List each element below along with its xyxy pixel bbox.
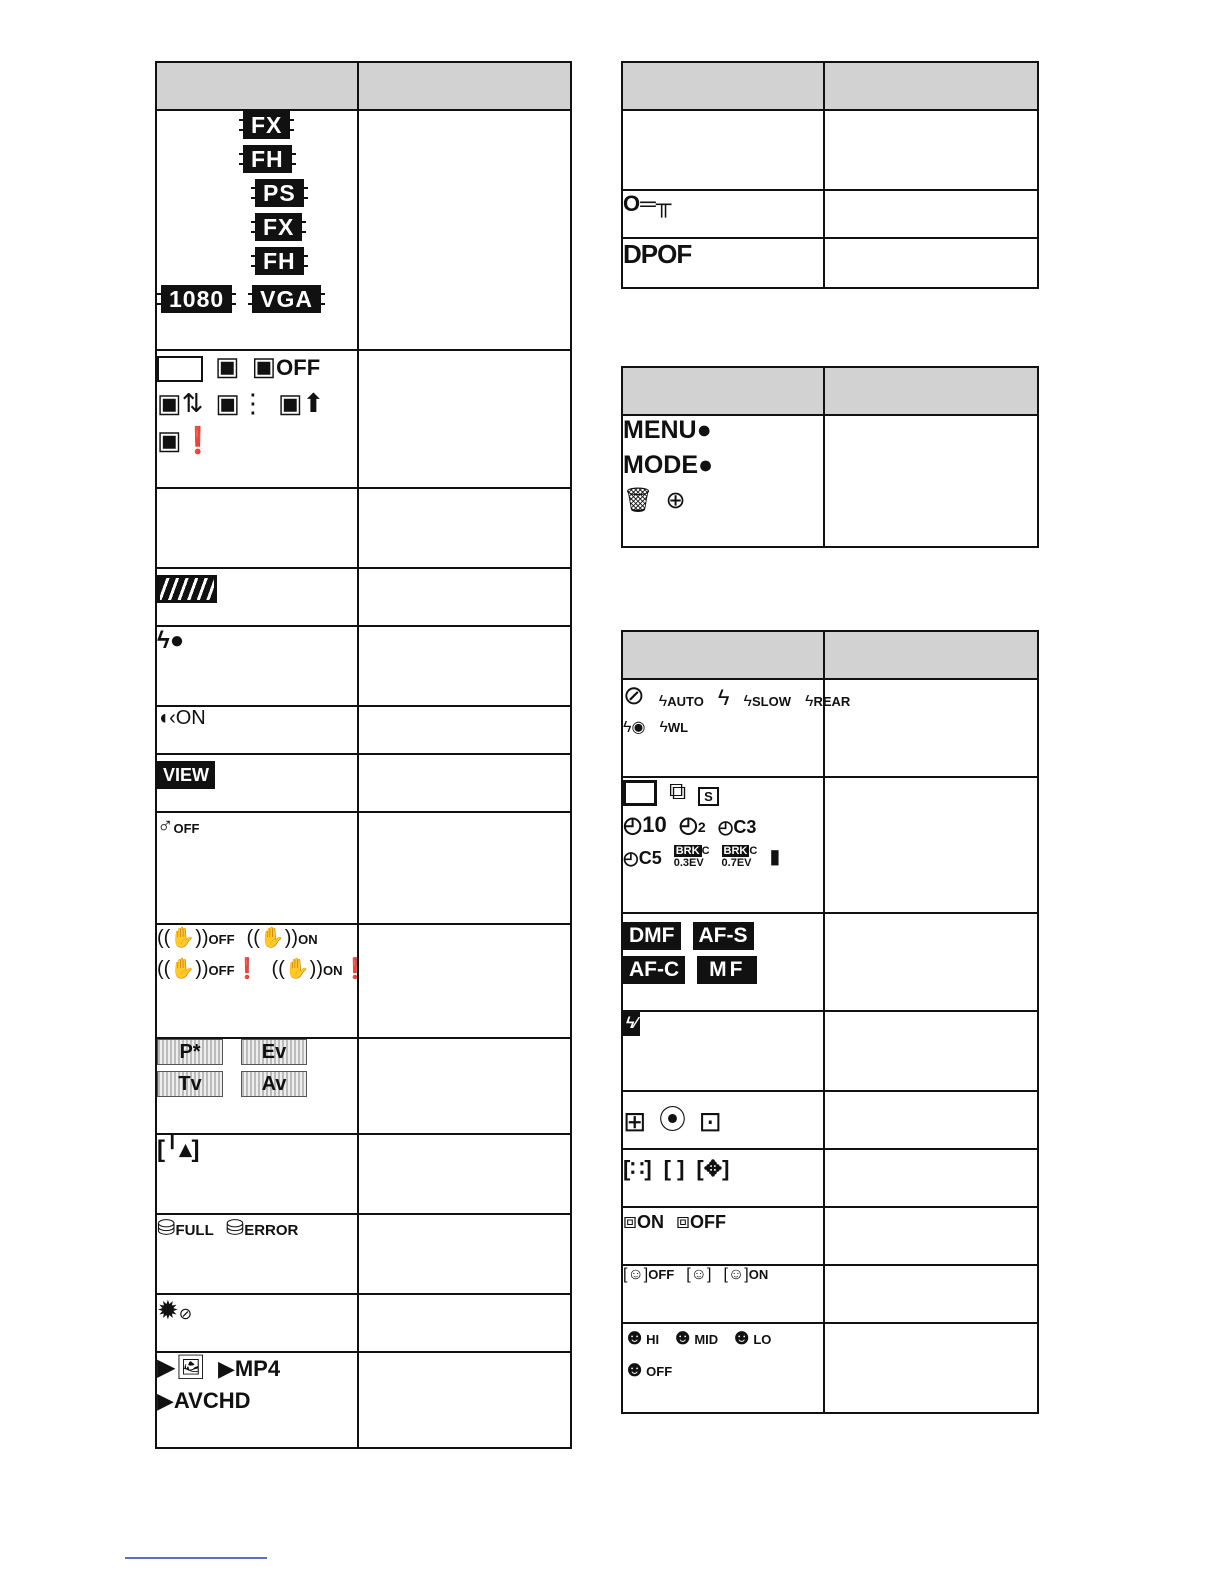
icon-cell [622, 1091, 824, 1149]
header-cell [622, 631, 824, 679]
database-error-icon: ⛁ERROR [225, 1215, 299, 1240]
view-icon: VIEW [157, 761, 215, 789]
description-cell [358, 626, 571, 706]
icon-cell [622, 1011, 824, 1091]
flash-fill-icon: ϟ [717, 685, 730, 710]
flash-rear-icon: ϟREAR [805, 693, 851, 710]
program-shift-dial-icon: P* [157, 1039, 223, 1065]
description-cell [824, 1149, 1038, 1207]
aperture-dial-icon: Av [241, 1071, 307, 1097]
view-mode-still-icon: ▶🖼 [157, 1354, 206, 1381]
movie-fx-icon: FX [239, 111, 294, 139]
battery-icon [157, 575, 217, 603]
icon-cell [622, 1323, 824, 1413]
movie-vga-icon: VGA [248, 285, 325, 313]
description-cell [824, 110, 1038, 190]
movie-fh-icon: FH [251, 247, 308, 275]
description-cell [824, 190, 1038, 238]
description-cell [824, 1091, 1038, 1149]
metering-center-icon: ⦿ [658, 1104, 687, 1135]
table-row [622, 190, 1038, 238]
description-cell [358, 350, 571, 488]
icon-cell [156, 1352, 358, 1448]
description-cell [358, 568, 571, 626]
description-cell [358, 1294, 571, 1352]
description-cell [358, 1214, 571, 1294]
flash-redeye-icon: ϟ◉ [623, 719, 646, 736]
soft-skin-lo-icon: ☻LO [730, 1324, 772, 1349]
af-illuminator-icon: ◖‹ON [157, 707, 206, 729]
description-cell [824, 1011, 1038, 1091]
icon-cell [156, 110, 358, 350]
table-row [622, 1011, 1038, 1091]
wifi-upload-icon: ▣⬆ [277, 388, 325, 418]
flash-off-icon: ⊘ [623, 680, 645, 710]
icon-cell [156, 568, 358, 626]
smile-shutter-off-icon: ⧈OFF [676, 1208, 726, 1233]
table-row [156, 924, 571, 1038]
wifi-off-icon: ▣OFF [251, 351, 321, 381]
table-row [622, 1149, 1038, 1207]
description-cell [358, 706, 571, 754]
table-row [156, 488, 571, 568]
icon-cell [156, 924, 368, 1038]
exposure-dial-icon: Ev [241, 1039, 307, 1065]
table-row [622, 238, 1038, 288]
header-cell [156, 62, 358, 110]
description-cell [824, 1207, 1038, 1265]
table-row [622, 1207, 1038, 1265]
table-row [622, 777, 1038, 913]
table-row [156, 1134, 571, 1214]
dpof-icon: DPOF [623, 239, 692, 269]
mic-off-icon: ♂OFF [157, 813, 200, 838]
bracket-07-icon: BRK C 0.7EV [721, 845, 758, 869]
description-cell [824, 1323, 1038, 1413]
movie-fh-icon: FH [239, 145, 296, 173]
description-cell [358, 1038, 571, 1134]
wifi-waiting-icon: ▣⋮ [215, 388, 266, 418]
table-row [156, 706, 571, 754]
icon-cell [156, 812, 358, 924]
soft-skin-mid-icon: ☻MID [671, 1324, 719, 1349]
af-c-icon: AF-C [623, 956, 685, 984]
table-row [622, 1265, 1038, 1323]
self-timer-10-icon: ◴10 [623, 812, 667, 837]
steadyshot-on-icon: ((✋))ON [246, 927, 318, 949]
soft-skin-off-icon: ☻OFF [623, 1356, 673, 1381]
flash-wireless-icon: ϟWL [659, 719, 689, 736]
flash-compensation-icon: ϟ⁄ [623, 1012, 640, 1036]
bracket-03-icon: BRK C 0.3EV [673, 845, 710, 869]
header-row [622, 62, 1038, 110]
description-cell [358, 812, 571, 924]
icon-cell [156, 1294, 358, 1352]
left-header-row [156, 62, 571, 110]
dmf-icon: DMF [623, 922, 681, 950]
icon-cell [622, 415, 824, 547]
table-row [156, 1038, 571, 1134]
protect-key-icon: O═╥ [623, 191, 672, 216]
self-timer-c3-icon: ◴C3 [717, 817, 757, 837]
table-row [156, 754, 571, 812]
overheat-icon: ✹⊘ [157, 1295, 193, 1325]
af-s-icon: AF-S [693, 922, 754, 950]
level-icon: [╵▴] [157, 1136, 200, 1163]
wifi-card-icon: ▣ [215, 351, 240, 381]
icon-cell [156, 706, 358, 754]
focus-area-wide-icon: [∷] [623, 1156, 652, 1181]
icon-cell [622, 913, 824, 1011]
wifi-error-icon: ▣❗ [157, 425, 214, 455]
face-detect-register-icon: [☺] [686, 1266, 712, 1283]
right-icon-table-2 [621, 366, 1039, 548]
description-cell [824, 415, 1038, 547]
header-cell [622, 62, 824, 110]
table-row [156, 1352, 571, 1448]
smile-shutter-on-icon: ⧈ON [623, 1208, 664, 1233]
mf-icon: MF [697, 956, 757, 984]
header-cell [622, 367, 824, 415]
self-timer-2-icon: ◴2 [678, 812, 706, 837]
header-cell [358, 62, 571, 110]
right-icon-table-3 [621, 630, 1039, 1414]
icon-cell [622, 1265, 824, 1323]
flash-charging-icon: ϟ● [157, 627, 185, 654]
flash-slow-icon: ϟSLOW [743, 693, 791, 710]
icon-cell [156, 350, 358, 488]
icon-cell [622, 238, 824, 288]
focus-area-flexible-icon: [✥] [696, 1156, 730, 1181]
icon-cell [622, 1207, 824, 1265]
table-row [622, 415, 1038, 547]
icon-cell [156, 1134, 358, 1214]
self-timer-c5-icon: ◴C5 [623, 848, 662, 868]
table-row [156, 812, 571, 924]
movie-fx-icon: FX [251, 213, 306, 241]
icon-cell [622, 1149, 824, 1207]
description-cell [824, 679, 1038, 777]
description-cell [358, 1352, 571, 1448]
trash-icon: 🗑 [623, 487, 654, 514]
menu-record-icon: MENU● [623, 416, 712, 444]
table-row [622, 1323, 1038, 1413]
icon-cell [622, 110, 824, 190]
table-row [622, 110, 1038, 190]
description-cell [824, 913, 1038, 1011]
shutter-dial-icon: Tv [157, 1071, 223, 1097]
description-cell [824, 238, 1038, 288]
view-mode-mp4-icon: ▶MP4 [217, 1356, 281, 1381]
soft-skin-hi-icon: ☻HI [623, 1324, 660, 1349]
description-cell [358, 488, 571, 568]
icon-cell [156, 1038, 358, 1134]
table-row [156, 110, 571, 350]
icon-cell [156, 1214, 358, 1294]
focus-area-center-icon: [ ] [663, 1156, 685, 1181]
icon-cell [156, 626, 358, 706]
icon-cell [622, 190, 824, 238]
movie-ps-icon: PS [251, 179, 308, 207]
header-row [622, 631, 1038, 679]
left-icon-table [155, 61, 572, 1449]
metering-multi-icon: ⊞ [623, 1106, 647, 1137]
face-detect-off-icon: [☺]OFF [623, 1266, 675, 1283]
steadyshot-off-icon: ((✋))OFF [157, 927, 235, 949]
zoom-in-icon: ⊕ [665, 487, 686, 514]
database-full-icon: ⛁FULL [157, 1215, 214, 1240]
header-row [622, 367, 1038, 415]
table-row [622, 679, 1038, 777]
table-row [622, 913, 1038, 1011]
table-row [156, 568, 571, 626]
steadyshot-on-warning-icon: ((✋))ON❗ [271, 958, 368, 980]
right-icon-table-1 [621, 61, 1039, 289]
face-detect-on-icon: [☺]ON [723, 1266, 769, 1283]
table-row [156, 1214, 571, 1294]
description-cell [824, 1265, 1038, 1323]
header-cell [824, 367, 1038, 415]
mode-record-icon: MODE● [623, 451, 714, 479]
metering-spot-icon: ⊡ [698, 1106, 722, 1137]
steadyshot-off-warning-icon: ((✋))OFF❗ [157, 958, 260, 980]
table-row [622, 1091, 1038, 1149]
continuous-shot-icon: ⧉ [669, 778, 687, 805]
description-cell [824, 777, 1038, 913]
header-cell [824, 62, 1038, 110]
speed-priority-icon: S [698, 787, 719, 806]
description-cell [358, 924, 571, 1038]
icon-cell [156, 488, 358, 568]
table-row [156, 626, 571, 706]
description-cell [358, 110, 571, 350]
table-row [156, 1294, 571, 1352]
single-shot-icon [623, 780, 657, 806]
view-mode-avchd-icon: ▶AVCHD [157, 1388, 251, 1413]
description-cell [358, 1134, 571, 1214]
footer-rule [125, 1557, 267, 1559]
header-cell [824, 631, 1038, 679]
icon-cell [156, 754, 358, 812]
remote-icon: ▮ [769, 846, 781, 868]
wifi-transfer-icon: ▣⇅ [157, 388, 204, 418]
table-row [156, 350, 571, 488]
movie-1080-icon: 1080 [157, 285, 236, 313]
flash-auto-icon: ϟAUTO [658, 693, 704, 710]
description-cell [358, 754, 571, 812]
icon-cell [622, 679, 851, 777]
card-icon [157, 356, 203, 382]
icon-cell [622, 777, 824, 913]
